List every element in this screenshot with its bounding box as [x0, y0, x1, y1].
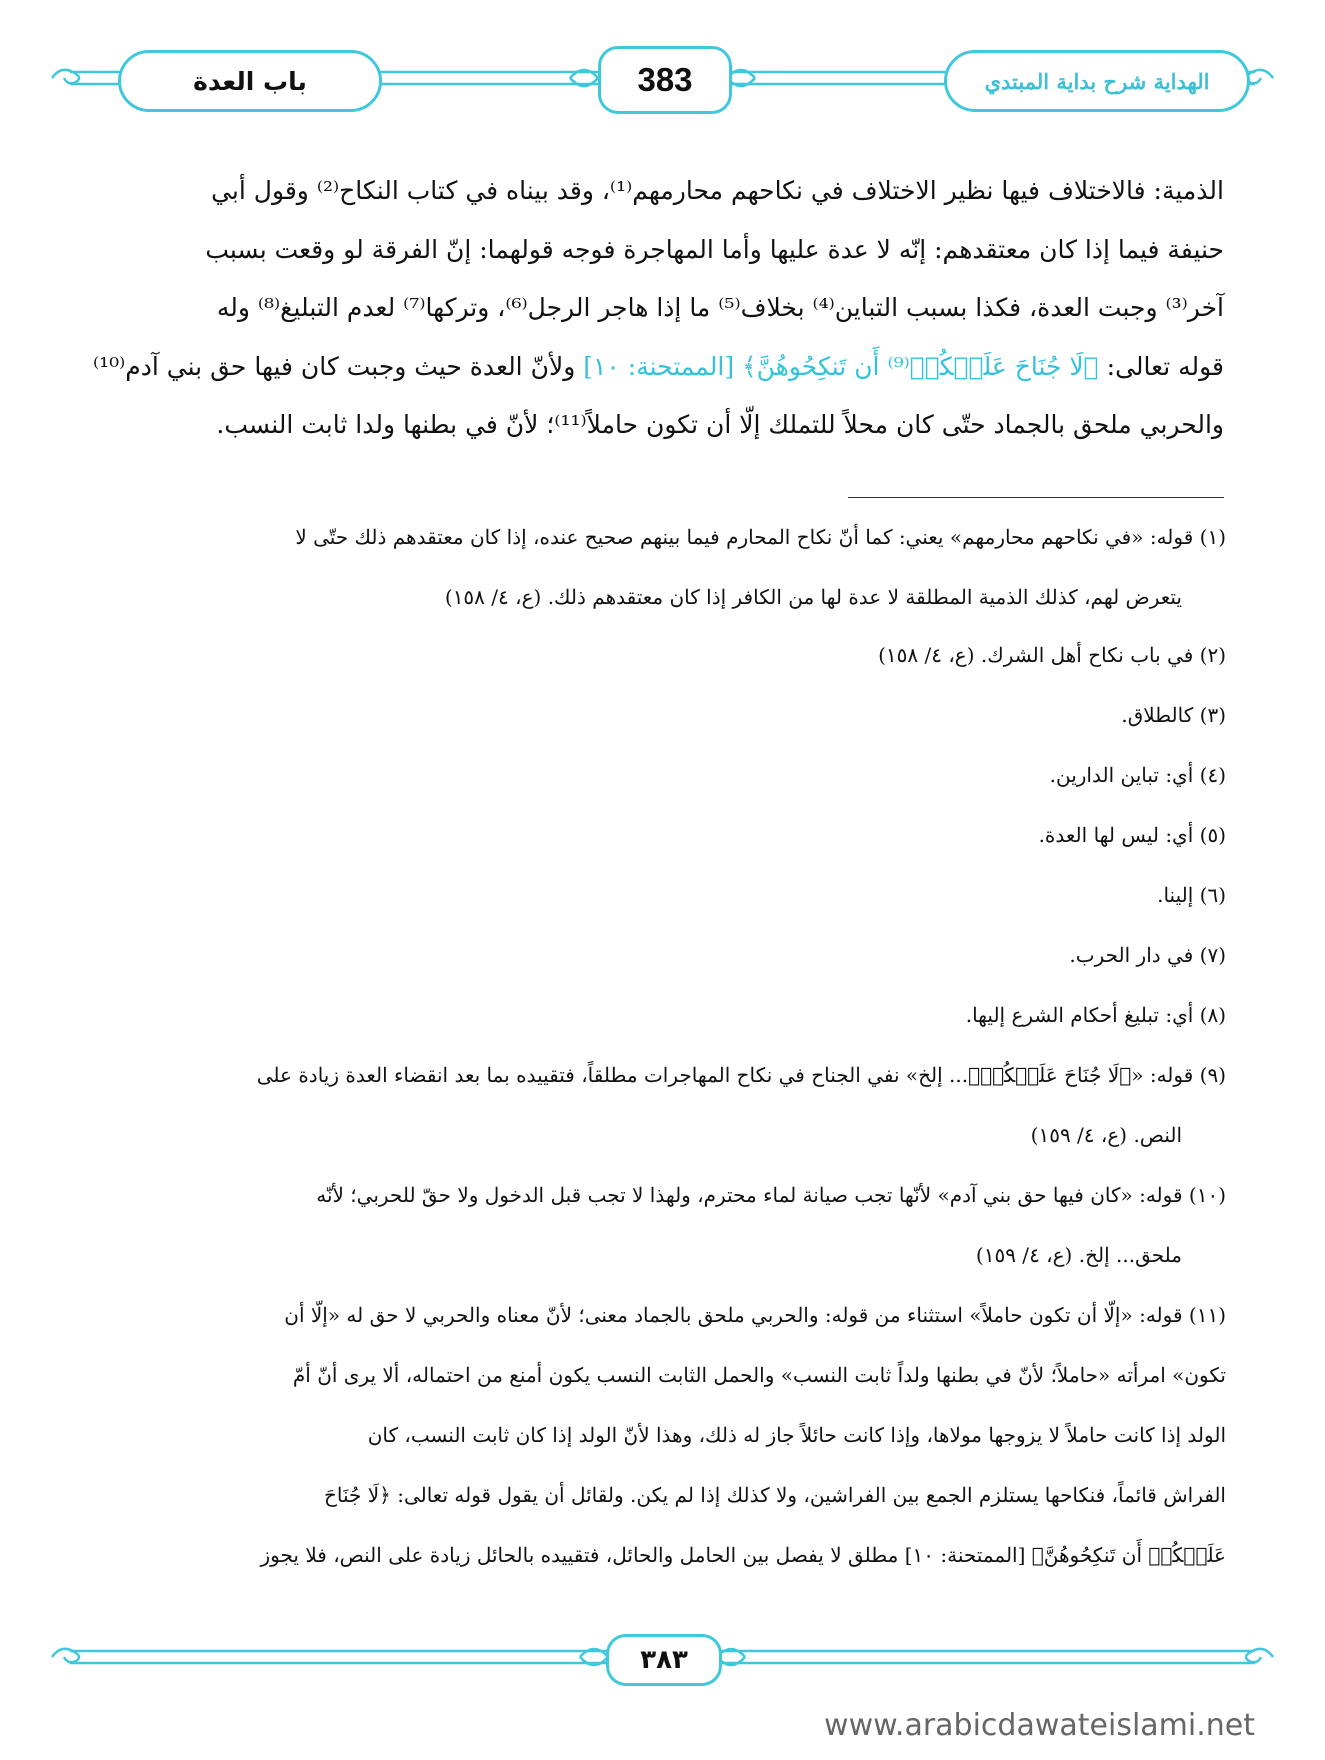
footer-page-number: ٣٨٣ [640, 1645, 688, 1675]
footnote-line: (١) قوله: «في نكاحهم محارمهم» يعني: كما أنّ نكاح المحارم فيما بينهم صحيح عنده، إذا كان معتقدهم ذلك حتّى لا [295, 525, 1226, 549]
footnote-10 [104, 1180, 1226, 1210]
footnote-line: الفراش قائماً، فنكاحها يستلزم الجمع بين الفراشين، ولا كذلك إذا لم يكن. ولقائل أن يقول قوله تعالى: ﴿لَا جُنَاحَ [323, 1483, 1226, 1507]
line-prefix: قوله تعالى: [1106, 351, 1224, 381]
footnote-line: الولد إذا كانت حاملاً لا يزوجها مولاها، وإذا كانت حائلاً جاز له ذلك، وهذا لأنّ الولد إذا كان ثابت النسب، كان [367, 1423, 1226, 1447]
footnote-line: (٣) كالطلاق. [1121, 703, 1226, 727]
main-line: والحربي ملحق بالجماد حتّى كان محلاً للتملك إلّا أن تكون حاملاً⁽¹¹⁾؛ لأنّ في بطنها ولدا ثابت النسب. [216, 410, 1224, 439]
footnote-line: (١١) قوله: «إلّا أن تكون حاملاً» استثناء من قوله: والحربي ملحق بالجماد معنى؛ لأنّ معناه والحربي لا حق له «إلّا أن [284, 1303, 1226, 1327]
footnote-7 [104, 940, 1226, 970]
footnote-8 [104, 1000, 1226, 1030]
footnote-line: النص. (ع، ٤/ ١٥٩) [1030, 1123, 1182, 1147]
line-suffix: ولأنّ العدة حيث وجبت كان فيها حق بني آدم⁽¹⁰⁾ [92, 351, 576, 381]
footnote-1-cont [104, 582, 1226, 612]
footer-page-badge [606, 1634, 722, 1686]
footnote-line: (٤) أي: تباين الدارين. [1049, 763, 1226, 787]
page-number-badge [598, 46, 732, 114]
footnote-9 [104, 1060, 1226, 1090]
footnote-11-cont [104, 1420, 1226, 1450]
footnote-line: (٨) أي: تبليغ أحكام الشرع إليها. [965, 1003, 1226, 1027]
footnote-11 [104, 1300, 1226, 1330]
quran-verse: ﴿لَا جُنَاحَ عَلَيۡكُمۡ⁽⁹⁾ أَن تَنكِحُوهُنَّ﴾ [الممتحنة: ١٠] [583, 351, 1099, 381]
footnote-11-cont [104, 1480, 1226, 1510]
footnote-4 [104, 760, 1226, 790]
main-line: الذمية: فالاختلاف فيها نظير الاختلاف في نكاحهم محارمهم⁽¹⁾، وقد بيناه في كتاب النكاح⁽²⁾ وقول أبي [211, 176, 1224, 205]
main-text [92, 162, 1224, 455]
footnote-1 [104, 522, 1226, 552]
footnote-line: (٧) في دار الحرب. [1069, 943, 1226, 967]
footnote-line: (١٠) قوله: «كان فيها حق بني آدم» لأنّها تجب صيانة لماء محترم، ولهذا لا تجب قبل الدخول ولا حقّ للحربي؛ لأنّه [316, 1183, 1226, 1207]
main-line: حنيفة فيما إذا كان معتقدهم: إنّه لا عدة عليها وأما المهاجرة فوجه قولهما: إنّ الفرقة لو وقعت بسبب [205, 234, 1224, 264]
book-title: الهداية شرح بداية المبتدي [984, 68, 1210, 94]
section-title-badge [118, 50, 382, 112]
footnote-5 [104, 820, 1226, 850]
footnote-11-cont [104, 1540, 1226, 1570]
main-line: آخر⁽³⁾ وجبت العدة، فكذا بسبب التباين⁽⁴⁾ بخلاف⁽⁵⁾ ما إذا هاجر الرجل⁽⁶⁾، وتركها⁽⁷⁾ لعدم التبليغ⁽⁸⁾ وله [216, 293, 1224, 322]
footnote-line: يتعرض لهم، كذلك الذمية المطلقة لا عدة لها من الكافر إذا كان معتقدهم ذلك. (ع، ٤/ ١٥٨) [444, 585, 1182, 609]
footnote-9-cont [104, 1120, 1226, 1150]
footnote-line: عَلَيۡكُمۡ أَن تَنكِحُوهُنَّ﴾ [الممتحنة: ١٠] مطلق لا يفصل بين الحامل والحائل، فتقييده بالحائل زيادة على النص، فلا يجوز [260, 1543, 1226, 1567]
footnote-line: (٦) إلينا. [1157, 883, 1226, 907]
footnote-10-cont [104, 1240, 1226, 1270]
footnote-line: (٥) أي: ليس لها العدة. [1038, 823, 1226, 847]
book-title-badge [944, 50, 1250, 112]
section-title: باب العدة [193, 66, 307, 96]
website-watermark: www.arabicdawateislami.net [824, 1708, 1255, 1743]
footnote-line: (٢) في باب نكاح أهل الشرك. (ع، ٤/ ١٥٨) [878, 643, 1226, 667]
footnote-line: تكون» امرأته «حاملاً؛ لأنّ في بطنها ولداً ثابت النسب» والحمل الثابت النسب يكون أمنع من احتماله، ألا يرى أنّ أمّ [292, 1363, 1226, 1387]
footnote-line: ملحق... إلخ. (ع، ٤/ ١٥٩) [975, 1243, 1182, 1267]
footnote-2 [104, 640, 1226, 670]
page-number: 383 [637, 61, 693, 98]
main-line-quran [92, 338, 1224, 397]
footnote-11-cont [104, 1360, 1226, 1390]
footnote-6 [104, 880, 1226, 910]
footnote-3 [104, 700, 1226, 730]
footnote-line: (٩) قوله: «﴿لَا جُنَاحَ عَلَيۡكُمۡ﴾... إلخ» نفي الجناح في نكاح المهاجرات مطلقاً، فتقييده بما بعد انقضاء العدة زيادة على [256, 1063, 1226, 1087]
footnote-separator [848, 497, 1224, 498]
